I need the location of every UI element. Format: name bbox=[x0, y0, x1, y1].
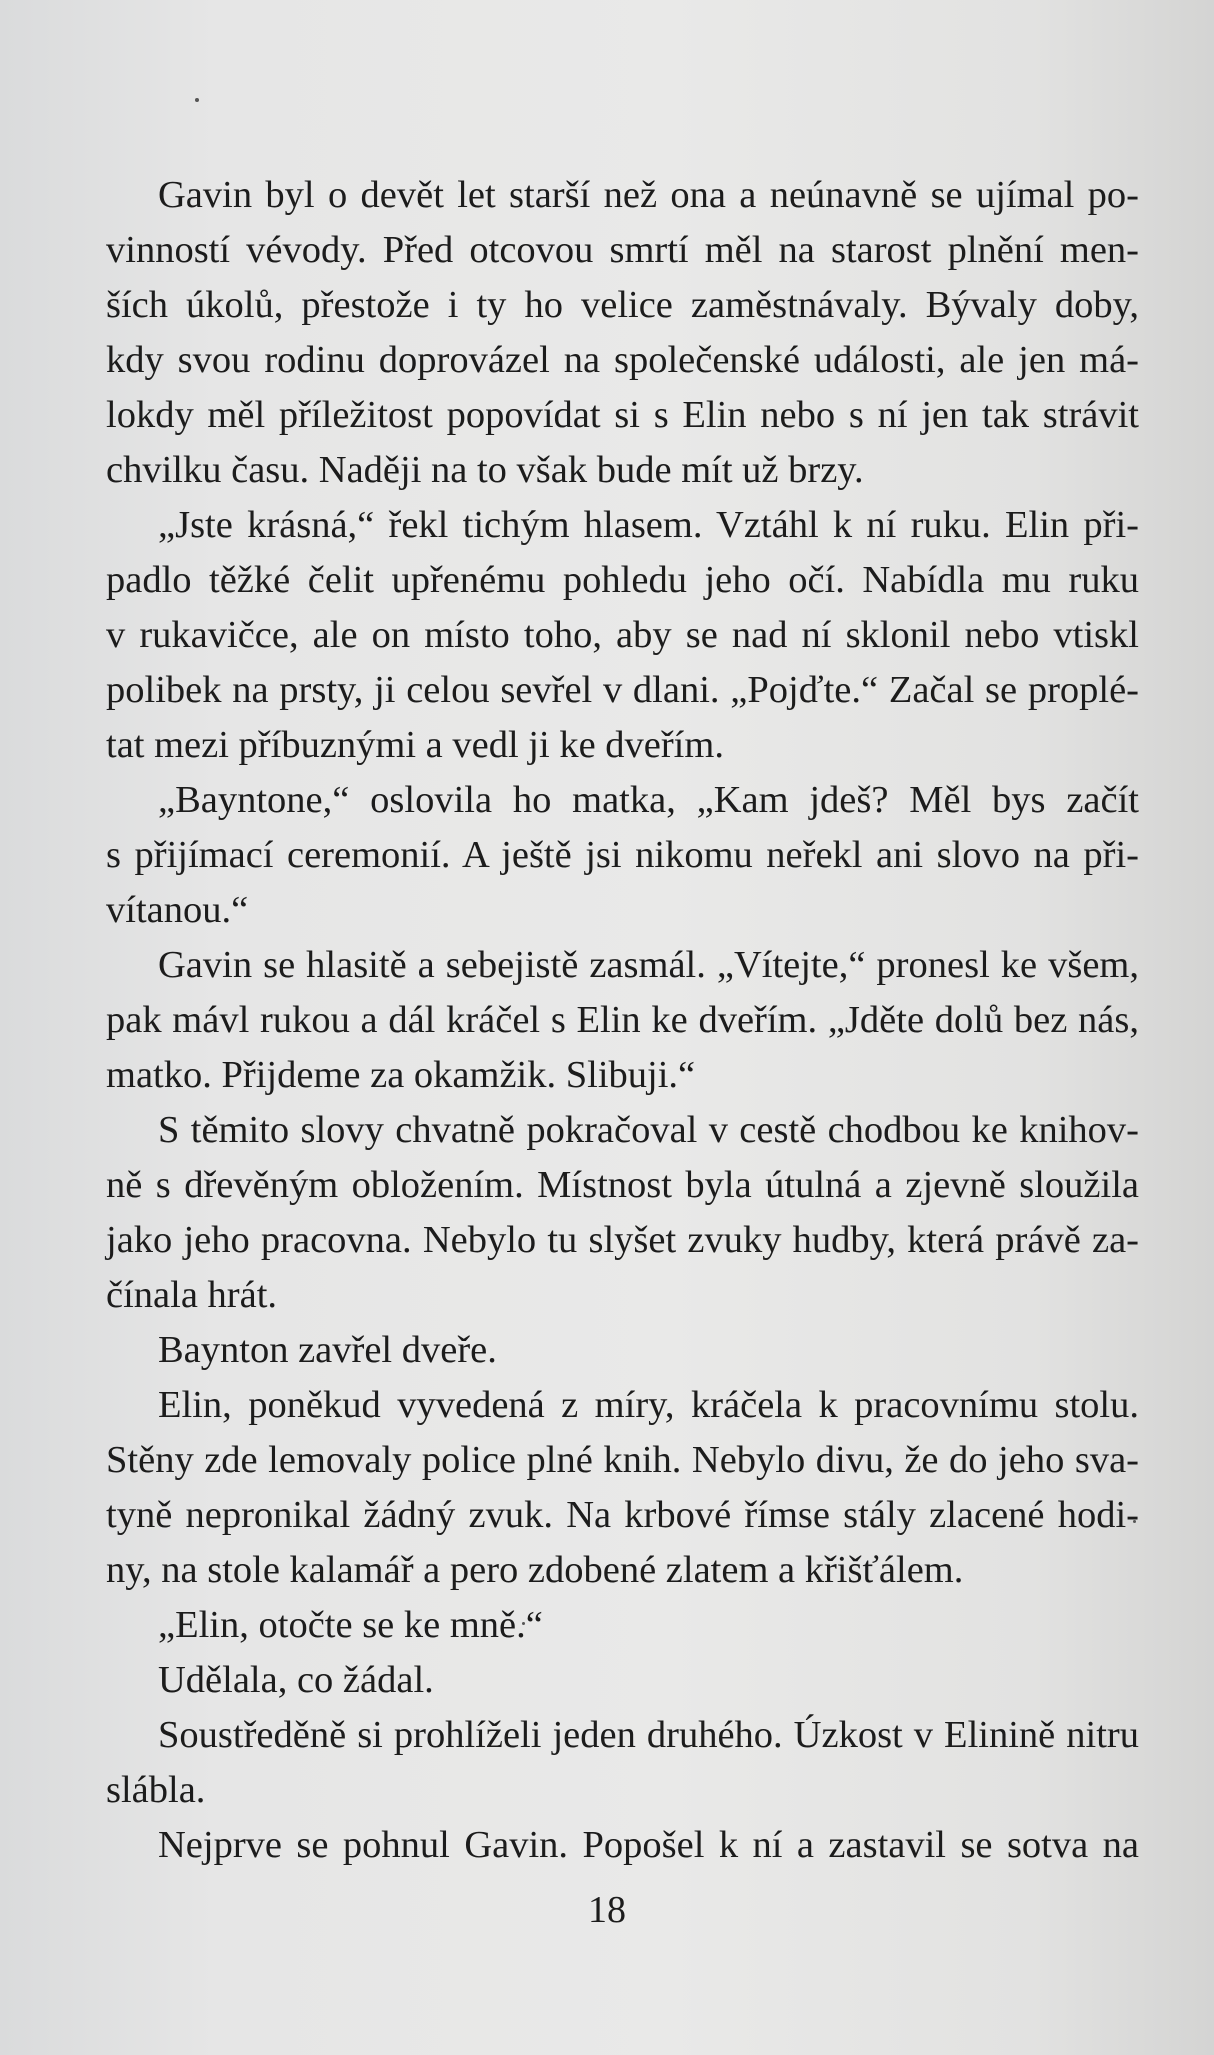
text-line: jako jeho pracovna. Nebylo tu slyšet zvuky hudby, která právě za- bbox=[106, 1219, 1139, 1261]
text-line: Gavin byl o devět let starší než ona a neúnavně se ujímal po- bbox=[158, 174, 1139, 216]
text-line: lokdy měl příležitost popovídat si s Elin nebo s ní jen tak strávit bbox=[106, 394, 1139, 436]
body-text bbox=[106, 168, 1139, 1873]
text-line: v rukavičce, ale on místo toho, aby se nad ní sklonil nebo vtiskl bbox=[106, 614, 1139, 656]
text-line: „Elin, otočte se ke mně.“ bbox=[158, 1604, 543, 1646]
text-line: S těmito slovy chvatně pokračoval v cestě chodbou ke knihov- bbox=[158, 1109, 1139, 1151]
text-line: Soustředěně si prohlíželi jeden druhého. Úzkost v Elinině nitru bbox=[158, 1714, 1139, 1756]
text-line: kdy svou rodinu doprovázel na společenské události, ale jen má- bbox=[106, 339, 1139, 381]
text-line: slábla. bbox=[106, 1769, 206, 1811]
text-line: pak mávl rukou a dál kráčel s Elin ke dveřím. „Jděte dolů bez nás, bbox=[106, 999, 1139, 1041]
text-line: Elin, poněkud vyvedená z míry, kráčela k pracovnímu stolu. bbox=[158, 1384, 1139, 1426]
text-line: s přijímací ceremonií. A ještě jsi nikomu neřekl ani slovo na při- bbox=[106, 834, 1139, 876]
text-line: padlo těžké čelit upřenému pohledu jeho očí. Nabídla mu ruku bbox=[106, 559, 1139, 601]
text-line: čínala hrát. bbox=[106, 1274, 278, 1316]
text-line: „Jste krásná,“ řekl tichým hlasem. Vztáhl k ní ruku. Elin při- bbox=[158, 504, 1139, 546]
text-line: chvilku času. Naději na to však bude mít už brzy. bbox=[106, 449, 864, 491]
text-line: polibek na prsty, ji celou sevřel v dlani. „Pojďte.“ Začal se proplé- bbox=[106, 669, 1139, 711]
text-line: ších úkolů, přestože i ty ho velice zaměstnávaly. Bývaly doby, bbox=[106, 284, 1139, 326]
text-line: vítanou.“ bbox=[106, 889, 249, 931]
text-line: vinností vévody. Před otcovou smrtí měl na starost plnění men- bbox=[106, 229, 1139, 271]
page-number: 18 bbox=[588, 1889, 626, 1931]
text-line: ně s dřevěným obložením. Místnost byla útulná a zjevně sloužila bbox=[106, 1164, 1139, 1206]
text-line: tyně nepronikal žádný zvuk. Na krbové římse stály zlacené hodi- bbox=[106, 1494, 1139, 1536]
text-line: matko. Přijdeme za okamžik. Slibuji.“ bbox=[106, 1054, 696, 1096]
text-line: „Bayntone,“ oslovila ho matka, „Kam jdeš? Měl bys začít bbox=[158, 779, 1139, 821]
text-line: Gavin se hlasitě a sebejistě zasmál. „Vítejte,“ pronesl ke všem, bbox=[158, 944, 1139, 986]
dust-speck bbox=[195, 98, 199, 102]
text-line: Stěny zde lemovaly police plné knih. Nebylo divu, že do jeho sva- bbox=[106, 1439, 1139, 1481]
text-line: ny, na stole kalamář a pero zdobené zlatem a křišťálem. bbox=[106, 1549, 964, 1591]
text-line: tat mezi příbuznými a vedl ji ke dveřím. bbox=[106, 724, 724, 766]
text-line: Udělala, co žádal. bbox=[158, 1659, 434, 1701]
text-line: Baynton zavřel dveře. bbox=[158, 1329, 497, 1371]
text-line: Nejprve se pohnul Gavin. Popošel k ní a zastavil se sotva na bbox=[158, 1824, 1139, 1866]
